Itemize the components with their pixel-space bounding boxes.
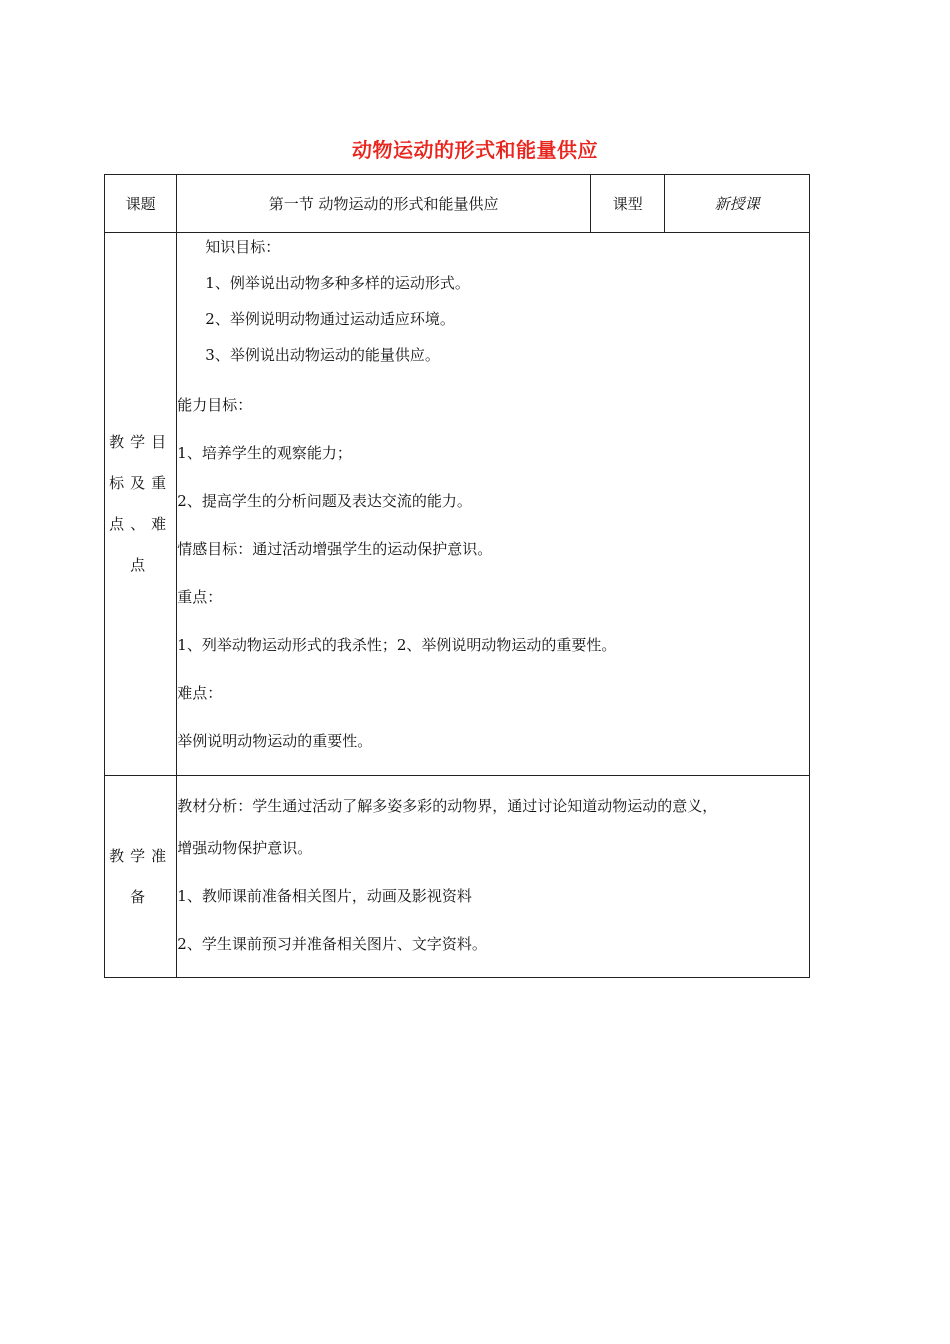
type-value: 新授课: [665, 175, 810, 233]
preparation-label: 教学准备: [105, 776, 177, 978]
prep-item-2: 2、学生课前预习并准备相关图片、文字资料。: [177, 935, 487, 953]
objectives-label: 教学目标及重点、难点: [105, 233, 177, 776]
knowledge-heading: 知识目标：: [205, 238, 281, 256]
topic-row: [105, 175, 810, 233]
ability-heading: 能力目标：: [177, 396, 253, 414]
topic-label: 课题: [105, 175, 177, 233]
key-points-text: 1、列举动物运动形式的我杀性；2、举例说明动物运动的重要性。: [177, 636, 617, 654]
objectives-content: [177, 233, 810, 776]
document-title: 动物运动的形式和能量供应: [352, 138, 598, 162]
difficulty-heading: 难点：: [177, 684, 223, 702]
topic-value: 第一节 动物运动的形式和能量供应: [177, 175, 591, 233]
knowledge-item-2: 2、举例说明动物通过运动适应环境。: [205, 310, 455, 328]
prep-item-1: 1、教师课前准备相关图片，动画及影视资料: [177, 887, 472, 905]
material-analysis-line-2: 增强动物保护意识。: [177, 839, 313, 857]
preparation-content: [177, 776, 810, 978]
difficulty-text: 举例说明动物运动的重要性。: [177, 732, 373, 750]
type-label: 课型: [591, 175, 665, 233]
preparation-row: [105, 776, 810, 978]
key-points-heading: 重点：: [177, 588, 223, 606]
ability-item-2: 2、提高学生的分析问题及表达交流的能力。: [177, 492, 472, 510]
objectives-row: [105, 233, 810, 776]
knowledge-item-3: 3、举例说出动物运动的能量供应。: [205, 346, 440, 364]
knowledge-item-1: 1、例举说出动物多种多样的运动形式。: [205, 274, 470, 292]
lesson-plan-table: [104, 174, 810, 978]
material-analysis-line-1: 教材分析：学生通过活动了解多姿多彩的动物界，通过讨论知道动物运动的意义，: [177, 797, 718, 815]
ability-item-1: 1、培养学生的观察能力；: [177, 444, 352, 462]
emotion-objective: 情感目标：通过活动增强学生的运动保护意识。: [177, 540, 493, 558]
